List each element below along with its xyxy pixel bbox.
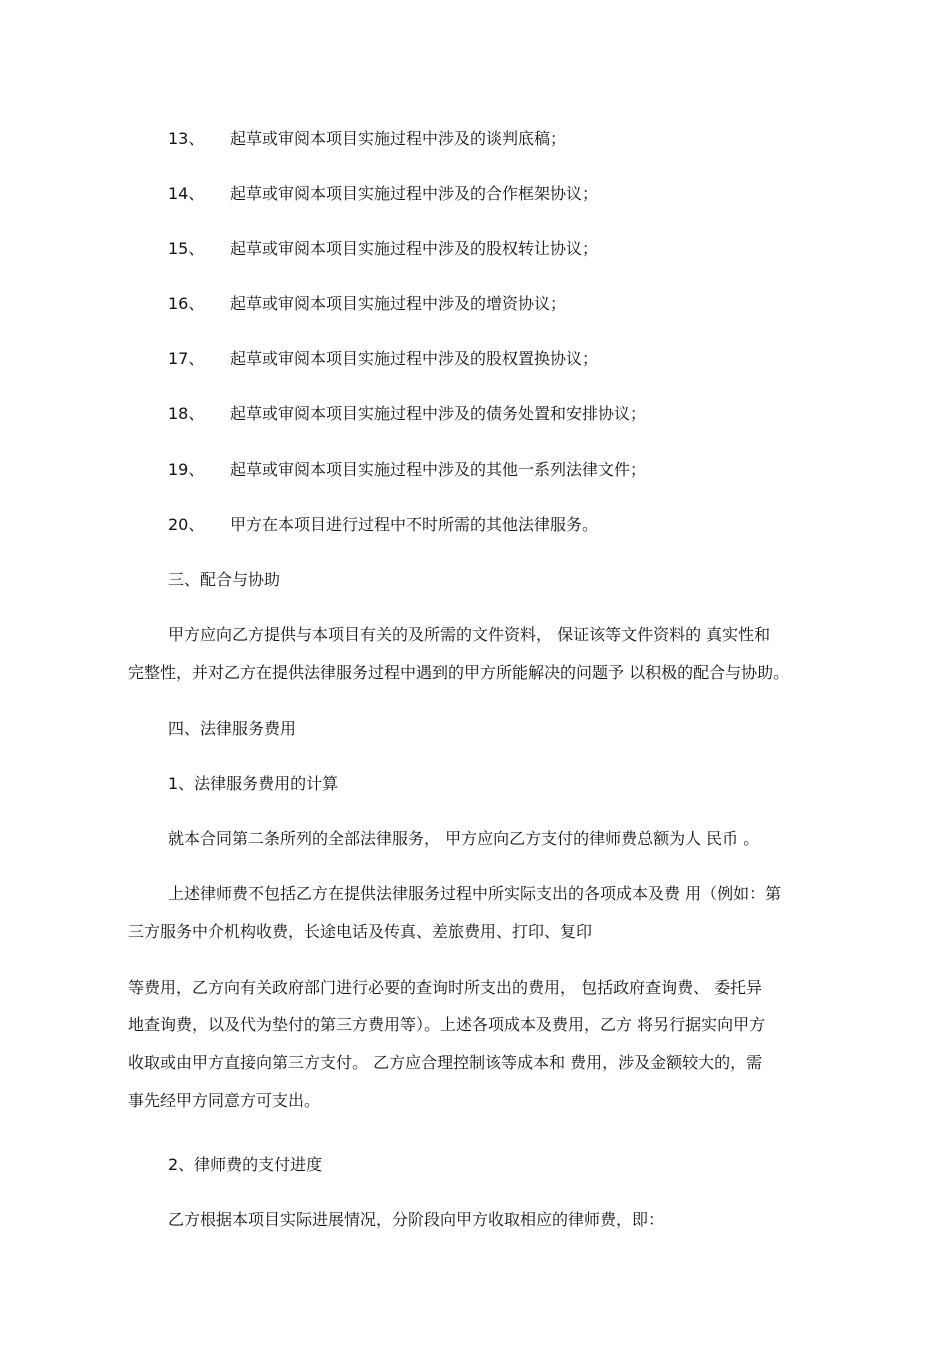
item-text: 起草或审阅本项目实施过程中涉及的债务处置和安排协议； xyxy=(230,404,647,423)
item-number: 19、 xyxy=(168,460,205,479)
subsection-heading: 2、律师费的支付进度 xyxy=(168,1155,323,1174)
item-text: 起草或审阅本项目实施过程中涉及的股权置换协议； xyxy=(230,349,599,368)
item-number: 13、 xyxy=(168,129,205,148)
item-number: 17、 xyxy=(168,349,205,368)
paragraph-line: 完整性，并对乙方在提供法律服务过程中遇到的甲方所能解决的问题予 以积极的配合与协助。 xyxy=(128,663,790,682)
section-heading: 四、法律服务费用 xyxy=(168,719,297,738)
paragraph-line: 甲方应向乙方提供与本项目有关的及所需的文件资料， 保证该等文件资料的 真实性和 xyxy=(168,625,771,644)
item-text: 起草或审阅本项目实施过程中涉及的合作框架协议； xyxy=(230,184,599,203)
paragraph-line: 三方服务中介机构收费，长途电话及传真、差旅费用、打印、复印 xyxy=(128,922,593,941)
paragraph-line: 乙方根据本项目实际进展情况，分阶段向甲方收取相应的律师费，即： xyxy=(168,1210,665,1229)
section-heading: 三、配合与协助 xyxy=(168,570,281,589)
paragraph-line: 收取或由甲方直接向第三方支付。 乙方应合理控制该等成本和 费用，涉及金额较大的，需 xyxy=(128,1053,763,1072)
paragraph-line: 上述律师费不包括乙方在提供法律服务过程中所实际支出的各项成本及费 用（例如：第 xyxy=(168,884,782,903)
item-number: 16、 xyxy=(168,294,205,313)
item-number: 20、 xyxy=(168,515,205,534)
item-number: 14、 xyxy=(168,184,205,203)
paragraph-line: 就本合同第二条所列的全部法律服务， 甲方应向乙方支付的律师费总额为人 民币 。 xyxy=(168,829,760,848)
item-text: 起草或审阅本项目实施过程中涉及的增资协议； xyxy=(230,294,567,313)
item-text: 起草或审阅本项目实施过程中涉及的其他一系列法律文件； xyxy=(230,460,647,479)
paragraph-line: 事先经甲方同意方可支出。 xyxy=(128,1091,321,1110)
item-number: 18、 xyxy=(168,404,205,423)
item-text: 起草或审阅本项目实施过程中涉及的谈判底稿； xyxy=(230,129,567,148)
item-text: 起草或审阅本项目实施过程中涉及的股权转让协议； xyxy=(230,239,599,258)
item-text: 甲方在本项目进行过程中不时所需的其他法律服务。 xyxy=(230,515,599,534)
paragraph-line: 等费用，乙方向有关政府部门进行必要的查询时所支出的费用， 包括政府查询费、 委托异 xyxy=(128,978,763,997)
paragraph-line: 地查询费，以及代为垫付的第三方费用等）。上述各项成本及费用，乙方 将另行据实向甲方 xyxy=(128,1015,766,1034)
item-number: 15、 xyxy=(168,239,205,258)
subsection-heading: 1、法律服务费用的计算 xyxy=(168,774,339,793)
